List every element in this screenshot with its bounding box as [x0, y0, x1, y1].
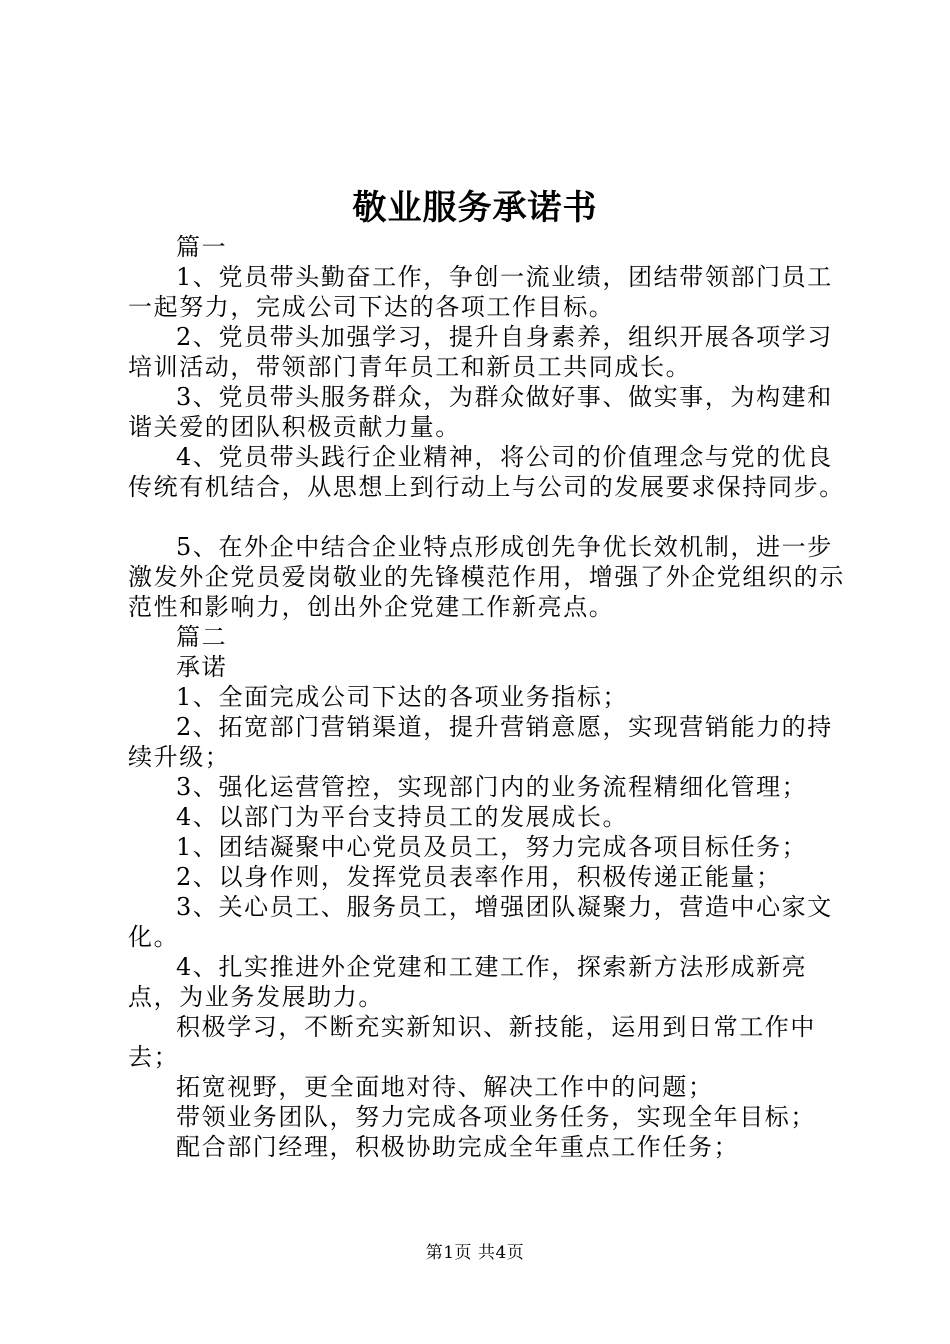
paragraph: 4、党员带头践行企业精神，将公司的价值理念与党的优良传统有机结合，从思想上到行动上与公司的发展要求保持同步。 [128, 443, 845, 501]
paragraph: 2、以身作则，发挥党员表率作用，积极传递正能量； [176, 863, 782, 891]
paragraph: 4、扎实推进外企党建和工建工作，探索新方法形成新亮点，为业务发展助力。 [128, 953, 808, 1011]
document-title: 敬业服务承诺书 [352, 188, 598, 228]
document-body [128, 232, 848, 1162]
paragraph: 承诺 [176, 653, 228, 681]
paragraph: 3、党员带头服务群众，为群众做好事、做实事，为构建和谐关爱的团队积极贡献力量。 [128, 383, 833, 441]
section-heading: 篇二 [176, 623, 228, 651]
paragraph: 1、党员带头勤奋工作，争创一流业绩，团结带领部门员工一起努力，完成公司下达的各项工作目标。 [128, 263, 833, 321]
paragraph: 拓宽视野，更全面地对待、解决工作中的问题； [176, 1073, 714, 1101]
paragraph: 带领业务团队，努力完成各项业务任务，实现全年目标； [176, 1103, 816, 1131]
paragraph: 3、强化运营管控，实现部门内的业务流程精细化管理； [176, 773, 808, 801]
paragraph: 4、以部门为平台支持员工的发展成长。 [176, 803, 629, 831]
page-footer: 第1页 共4页 [425, 1243, 525, 1263]
paragraph: 配合部门经理，积极协助完成全年重点工作任务； [176, 1133, 740, 1161]
paragraph: 2、拓宽部门营销渠道，提升营销意愿，实现营销能力的持续升级； [128, 713, 833, 771]
paragraph: 5、在外企中结合企业特点形成创先争优长效机制，进一步激发外企党员爱岗敬业的先锋模范作用，增强了外企党组织的示范性和影响力，创出外企党建工作新亮点。 [128, 533, 845, 621]
section-heading: 篇一 [176, 233, 228, 261]
paragraph: 1、全面完成公司下达的各项业务指标； [176, 683, 629, 711]
paragraph: 3、关心员工、服务员工，增强团队凝聚力，营造中心家文化。 [128, 893, 833, 951]
paragraph: 1、团结凝聚中心党员及员工，努力完成各项目标任务； [176, 833, 808, 861]
paragraph: 积极学习，不断充实新知识、新技能，运用到日常工作中去； [128, 1013, 816, 1071]
paragraph: 2、党员带头加强学习，提升自身素养，组织开展各项学习培训活动，带领部门青年员工和新员工共同成长。 [128, 323, 833, 381]
